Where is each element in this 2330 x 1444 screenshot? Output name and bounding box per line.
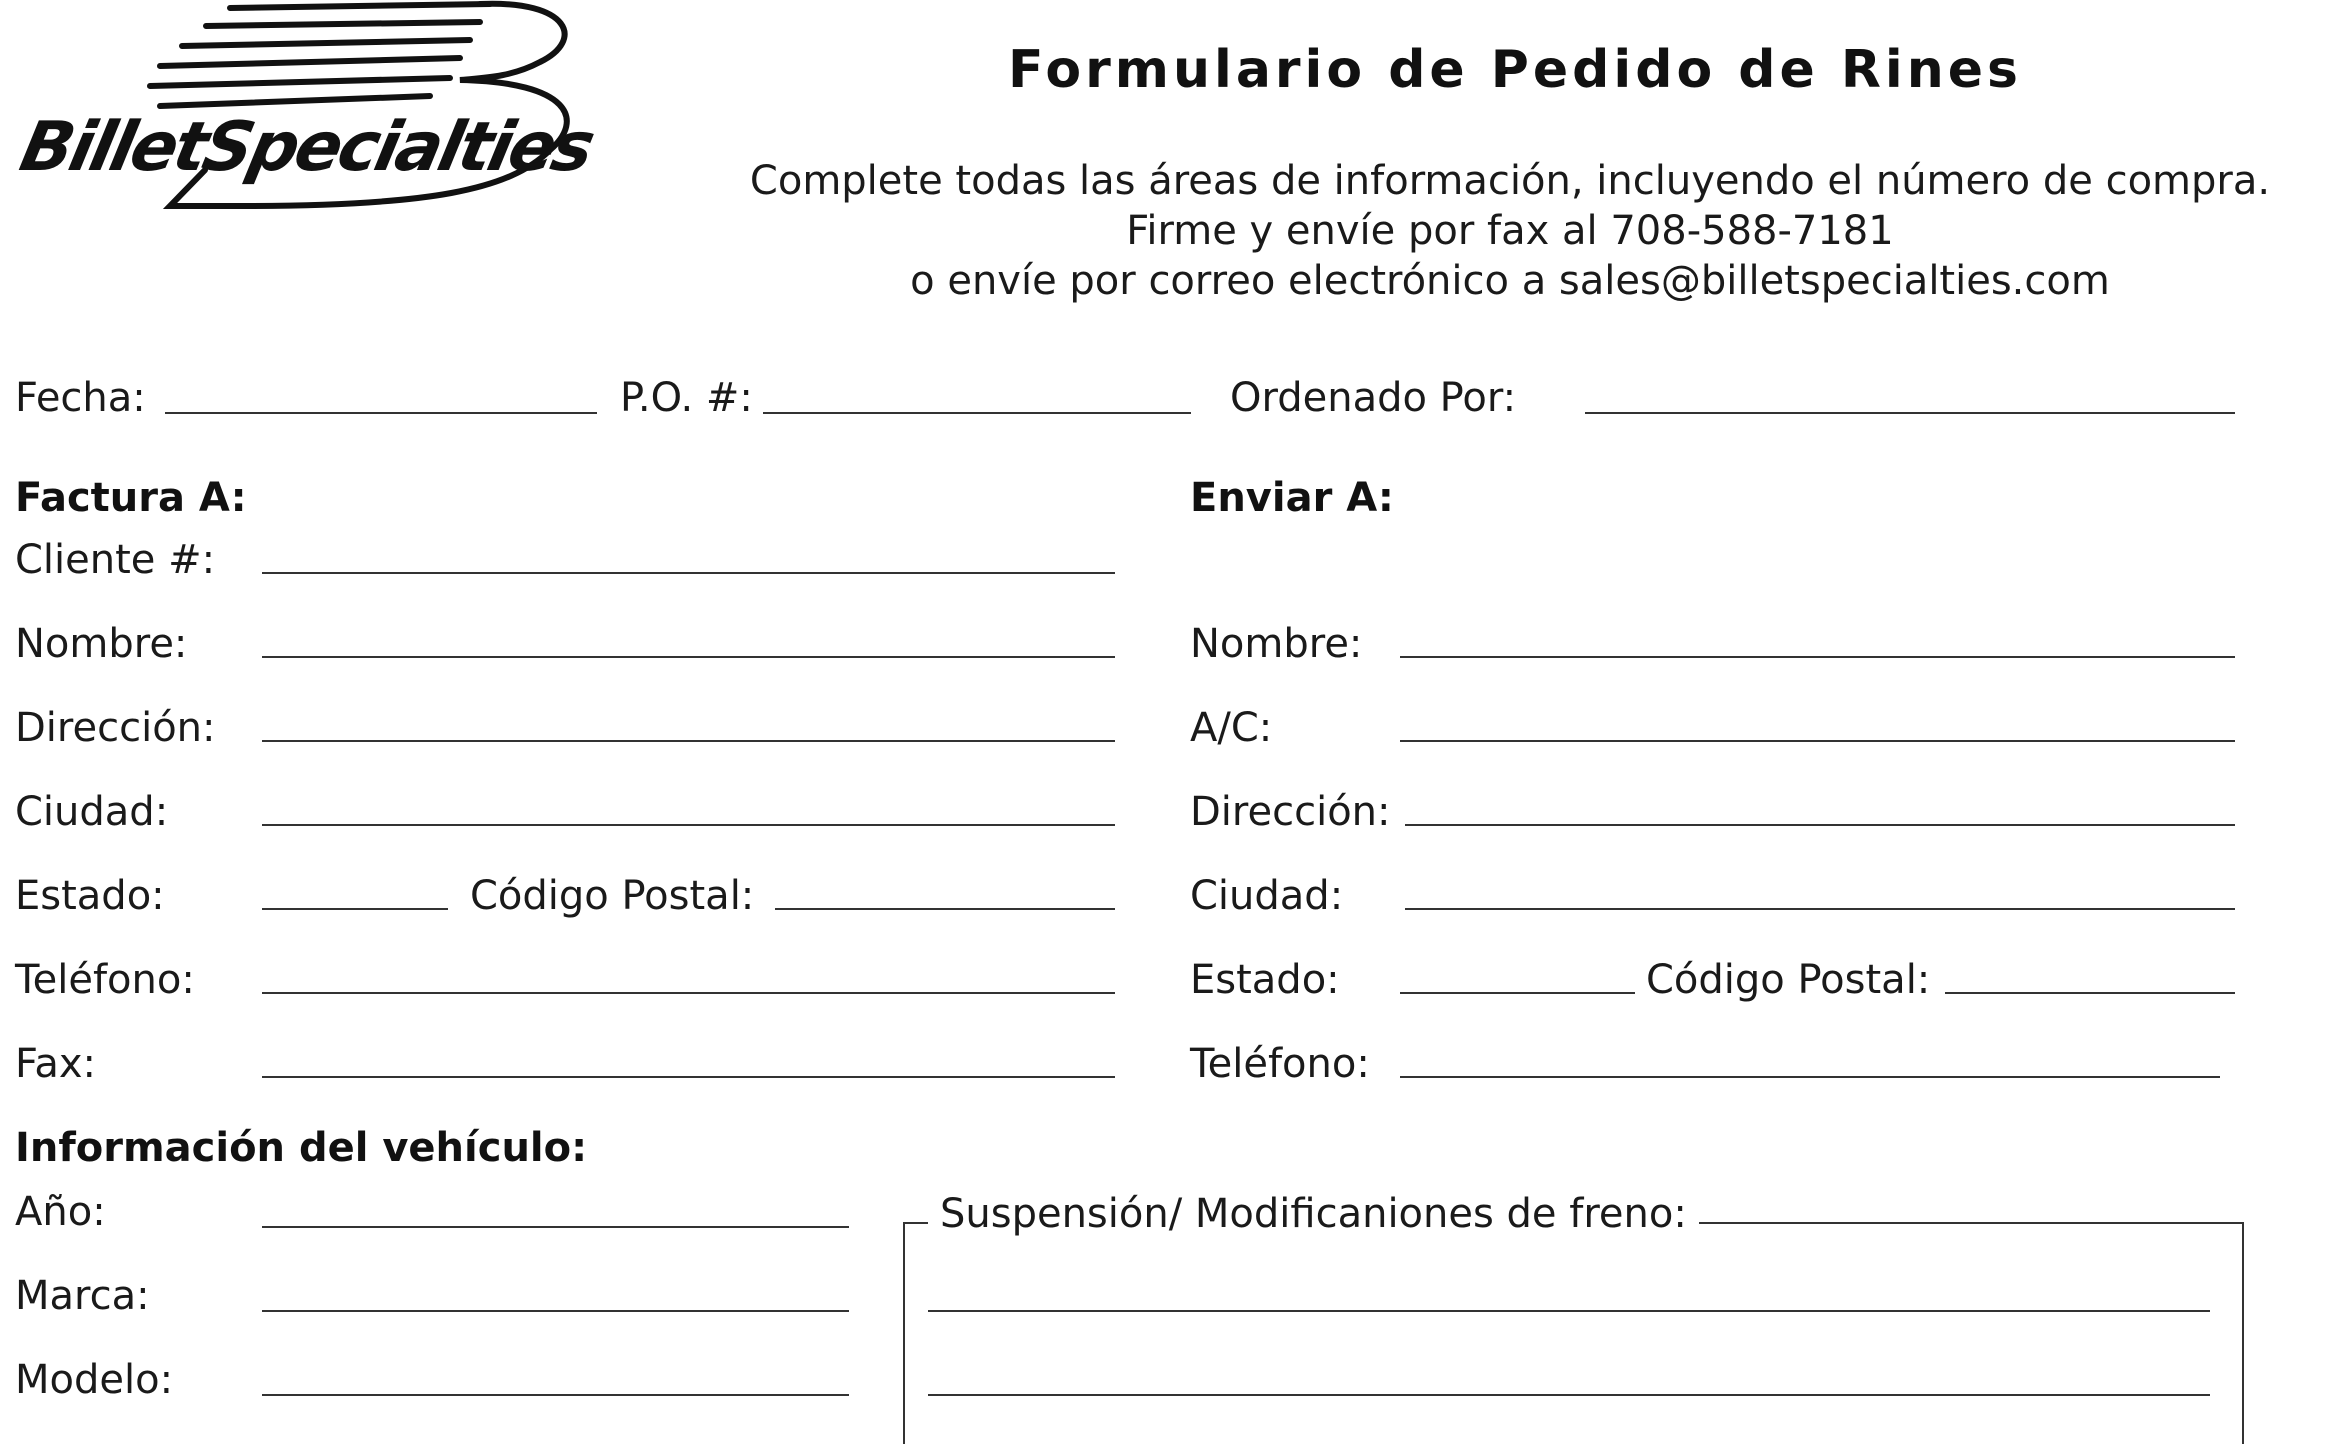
marca-field[interactable] bbox=[262, 1310, 849, 1312]
brake-modifications-label: Suspensión/ Modificaniones de freno: bbox=[928, 1192, 1699, 1236]
instructions-line-2: Firme y envíe por fax al 708-588-7181 bbox=[1126, 208, 1894, 254]
bill-codigo-postal-label: Código Postal: bbox=[470, 873, 755, 919]
ship-telefono-label: Teléfono: bbox=[1190, 1041, 1370, 1087]
ordenado-label: Ordenado Por: bbox=[1230, 375, 1517, 421]
po-field[interactable] bbox=[763, 412, 1191, 414]
brake-modifications-box bbox=[903, 1222, 2244, 1444]
bill-fax-label: Fax: bbox=[15, 1041, 96, 1087]
ship-estado-label: Estado: bbox=[1190, 957, 1340, 1003]
modelo-label: Modelo: bbox=[15, 1357, 174, 1403]
bill-direccion-label: Dirección: bbox=[15, 705, 216, 751]
marca-label: Marca: bbox=[15, 1273, 150, 1319]
fecha-field[interactable] bbox=[165, 412, 597, 414]
cliente-field[interactable] bbox=[262, 572, 1115, 574]
bill-ciudad-field[interactable] bbox=[262, 824, 1115, 826]
ordenado-field[interactable] bbox=[1585, 412, 2235, 414]
anio-field[interactable] bbox=[262, 1226, 849, 1228]
bill-estado-field[interactable] bbox=[262, 908, 448, 910]
instructions-line-3: o envíe por correo electrónico a sales@billetspecialties.com bbox=[910, 258, 2110, 304]
bill-telefono-label: Teléfono: bbox=[15, 957, 195, 1003]
ship-direccion-field[interactable] bbox=[1405, 824, 2235, 826]
cliente-label: Cliente #: bbox=[15, 537, 216, 583]
bill-nombre-field[interactable] bbox=[262, 656, 1115, 658]
ship-to-heading: Enviar A: bbox=[1190, 475, 1394, 521]
bill-nombre-label: Nombre: bbox=[15, 621, 188, 667]
ship-nombre-label: Nombre: bbox=[1190, 621, 1363, 667]
ship-codigo-postal-field[interactable] bbox=[1945, 992, 2235, 994]
bill-direccion-field[interactable] bbox=[262, 740, 1115, 742]
brake-line-1[interactable] bbox=[928, 1310, 2210, 1312]
instructions-line-1: Complete todas las áreas de información, incluyendo el número de compra. bbox=[749, 158, 2271, 204]
ship-nombre-field[interactable] bbox=[1400, 656, 2235, 658]
ship-ciudad-label: Ciudad: bbox=[1190, 873, 1344, 919]
po-label: P.O. #: bbox=[620, 375, 753, 421]
ship-codigo-postal-label: Código Postal: bbox=[1646, 957, 1931, 1003]
ship-telefono-field[interactable] bbox=[1400, 1076, 2220, 1078]
ship-ac-field[interactable] bbox=[1400, 740, 2235, 742]
ship-ac-label: A/C: bbox=[1190, 705, 1273, 751]
bill-estado-label: Estado: bbox=[15, 873, 165, 919]
modelo-field[interactable] bbox=[262, 1394, 849, 1396]
fecha-label: Fecha: bbox=[15, 375, 146, 421]
bill-fax-field[interactable] bbox=[262, 1076, 1115, 1078]
bill-codigo-postal-field[interactable] bbox=[775, 908, 1115, 910]
brand-logo bbox=[10, 0, 700, 220]
ship-ciudad-field[interactable] bbox=[1405, 908, 2235, 910]
bill-to-heading: Factura A: bbox=[15, 475, 247, 521]
ship-estado-field[interactable] bbox=[1400, 992, 1635, 994]
bill-telefono-field[interactable] bbox=[262, 992, 1115, 994]
vehicle-heading: Información del vehículo: bbox=[15, 1125, 588, 1171]
form-title: Formulario de Pedido de Rines bbox=[1008, 40, 2022, 100]
bill-ciudad-label: Ciudad: bbox=[15, 789, 169, 835]
brake-line-2[interactable] bbox=[928, 1394, 2210, 1396]
anio-label: Año: bbox=[15, 1189, 106, 1235]
brand-wordmark: BilletSpecialties bbox=[13, 108, 599, 187]
ship-direccion-label: Dirección: bbox=[1190, 789, 1391, 835]
